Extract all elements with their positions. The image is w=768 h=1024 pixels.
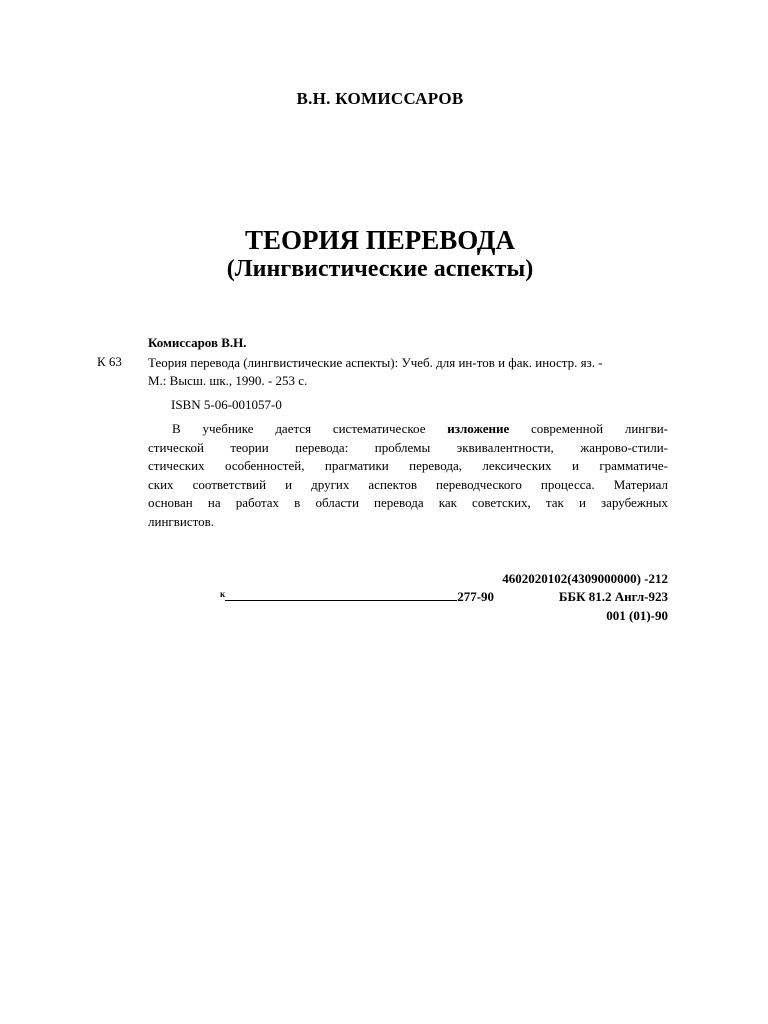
abstract-bold-word: изложение bbox=[447, 421, 510, 436]
code-row-2-number: 277-90 bbox=[457, 589, 495, 604]
book-title: ТЕОРИЯ ПЕРЕВОДА bbox=[244, 225, 515, 255]
code-row-2-left bbox=[220, 588, 494, 607]
code-row-2 bbox=[220, 588, 668, 607]
classification-codes bbox=[220, 570, 668, 625]
isbn: ISBN 5-06-001057-0 bbox=[171, 397, 282, 412]
catalog-code: К 63 bbox=[97, 354, 122, 369]
k-mark: к bbox=[220, 589, 226, 599]
catalog-description-line1: Теория перевода (лингвистические аспекты): Учеб. для ин-тов и фак. иностр. яз. - bbox=[148, 355, 603, 370]
code-row-3: 001 (01)-90 bbox=[606, 608, 668, 623]
book-subtitle: (Лингвистические аспекты) bbox=[226, 256, 534, 282]
bbk-code: ББК 81.2 Англ-923 bbox=[558, 589, 668, 604]
abstract-paragraph bbox=[148, 420, 668, 531]
code-row-1: 4602020102(4309000000) -212 bbox=[502, 571, 668, 586]
author-heading: В.Н. КОМИССАРОВ bbox=[296, 89, 464, 108]
catalog-description bbox=[148, 354, 668, 390]
catalog-author: Комиссаров В.Н. bbox=[148, 335, 247, 350]
abstract-text: современной лингви- bbox=[531, 421, 668, 436]
abstract-text: В учебнике дается систематическое bbox=[172, 421, 426, 436]
abstract-line: основан на работах в области перевода как советских, так и зарубежных bbox=[148, 495, 668, 510]
abstract-line: ских соответствий и других аспектов переводческого процесса. Материал bbox=[148, 476, 668, 492]
abstract-line: стических особенностей, прагматики перевода, лексических и грамматиче- bbox=[148, 458, 668, 473]
catalog-description-line2: М.: Высш. шк., 1990. - 253 с. bbox=[148, 373, 308, 388]
abstract-line bbox=[148, 420, 668, 439]
abstract-line: лингвистов. bbox=[148, 513, 214, 529]
abstract-line: стической теории перевода: проблемы эквивалентности, жанрово-стили- bbox=[148, 439, 668, 455]
fraction-rule bbox=[225, 600, 457, 601]
